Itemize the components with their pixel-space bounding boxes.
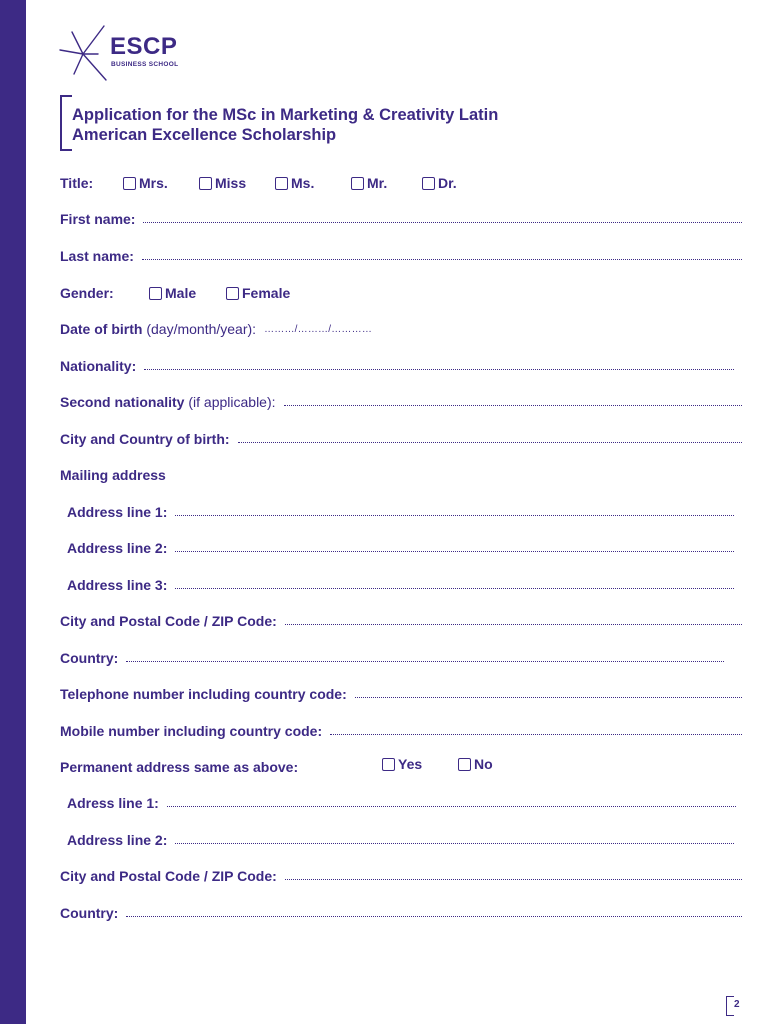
checkbox[interactable]	[458, 758, 471, 771]
country-label: Country:	[60, 650, 119, 666]
second-nationality-label: Second nationality	[60, 394, 185, 410]
permanent-no-option[interactable]: No	[458, 756, 493, 772]
perm-address-line-1-input[interactable]	[167, 806, 736, 807]
checkbox[interactable]	[149, 287, 162, 300]
nationality-label: Nationality:	[60, 358, 137, 374]
last-name-input[interactable]	[142, 259, 742, 260]
dob-input[interactable]: ………/………/…………	[264, 323, 373, 335]
logo-subtitle: BUSINESS SCHOOL	[111, 61, 179, 68]
escp-logo	[58, 24, 198, 84]
perm-address-line-2-input[interactable]	[175, 843, 734, 844]
title-option-mrs[interactable]: Mrs.	[123, 175, 199, 191]
address-line-1-input[interactable]	[175, 515, 734, 516]
city-postal-input[interactable]	[285, 624, 742, 625]
gender-row	[60, 282, 742, 304]
city-postal-field	[60, 610, 742, 632]
checkbox[interactable]	[226, 287, 239, 300]
mailing-address-heading	[60, 464, 742, 486]
mobile-field	[60, 720, 742, 742]
title-option-dr[interactable]: Dr.	[422, 175, 457, 191]
city-country-birth-label: City and Country of birth:	[60, 431, 230, 447]
title-row	[60, 172, 742, 194]
telephone-input[interactable]	[355, 697, 742, 698]
perm-city-postal-input[interactable]	[285, 879, 742, 880]
address-line-3-label: Address line 3:	[67, 577, 168, 593]
side-bar	[0, 0, 26, 1024]
address-line-2-field	[67, 537, 742, 559]
checkbox[interactable]	[382, 758, 395, 771]
address-line-2-label: Address line 2:	[67, 540, 168, 556]
address-line-2-input[interactable]	[175, 551, 734, 552]
perm-address-line-1-field	[67, 792, 742, 814]
mobile-input[interactable]	[330, 734, 742, 735]
telephone-label: Telephone number including country code:	[60, 686, 347, 702]
perm-country-label: Country:	[60, 905, 119, 921]
nationality-input[interactable]	[144, 369, 734, 370]
address-line-1-label: Address line 1:	[67, 504, 168, 520]
checkbox[interactable]	[199, 177, 212, 190]
page-number: 2	[734, 999, 740, 1010]
second-nationality-input[interactable]	[284, 405, 742, 406]
gender-option-male[interactable]: Male	[149, 285, 226, 301]
city-postal-label: City and Postal Code / ZIP Code:	[60, 613, 277, 629]
perm-country-input[interactable]	[126, 916, 742, 917]
city-country-birth-input[interactable]	[238, 442, 742, 443]
address-line-1-field	[67, 501, 742, 523]
perm-country-field	[60, 902, 742, 924]
country-field	[60, 647, 742, 669]
perm-address-line-2-label: Address line 2:	[67, 832, 168, 848]
page-title-line-2: American Excellence Scholarship	[72, 126, 337, 144]
perm-address-line-2-field	[67, 829, 742, 851]
title-option-ms[interactable]: Ms.	[275, 175, 351, 191]
dob-note: (day/month/year):	[146, 321, 257, 337]
mobile-label: Mobile number including country code:	[60, 723, 323, 739]
nationality-field	[60, 355, 742, 377]
last-name-field	[60, 245, 742, 267]
title-label: Title:	[60, 175, 94, 191]
logo-wordmark: ESCP	[110, 33, 178, 60]
page-number-bracket	[726, 996, 734, 1016]
page-title	[72, 105, 498, 145]
country-input[interactable]	[126, 661, 724, 662]
city-country-birth-field	[60, 428, 742, 450]
gender-option-female[interactable]: Female	[226, 285, 290, 301]
perm-city-postal-label: City and Postal Code / ZIP Code:	[60, 868, 277, 884]
mailing-address-label: Mailing address	[60, 467, 166, 483]
second-nationality-field	[60, 391, 742, 413]
permanent-address-label: Permanent address same as above:	[60, 759, 299, 775]
page-title-line-1: Application for the MSc in Marketing & Creativity Latin	[72, 106, 499, 124]
date-of-birth-field	[60, 318, 742, 340]
first-name-label: First name:	[60, 211, 136, 227]
first-name-field	[60, 208, 742, 230]
address-line-3-field	[67, 574, 742, 596]
gender-label: Gender:	[60, 285, 114, 301]
last-name-label: Last name:	[60, 248, 134, 264]
star-burst-icon	[58, 24, 108, 84]
first-name-input[interactable]	[143, 222, 742, 223]
second-nationality-note: (if applicable):	[188, 394, 276, 410]
title-option-miss[interactable]: Miss	[199, 175, 275, 191]
perm-city-postal-field	[60, 865, 742, 887]
checkbox[interactable]	[123, 177, 136, 190]
title-bracket	[60, 95, 72, 151]
title-option-mr[interactable]: Mr.	[351, 175, 422, 191]
perm-address-line-1-label: Adress line 1:	[67, 795, 159, 811]
checkbox[interactable]	[351, 177, 364, 190]
checkbox[interactable]	[275, 177, 288, 190]
dob-label: Date of birth	[60, 321, 143, 337]
telephone-field	[60, 683, 742, 705]
permanent-address-row	[60, 756, 742, 778]
permanent-yes-option[interactable]: Yes	[382, 756, 458, 772]
address-line-3-input[interactable]	[175, 588, 734, 589]
checkbox[interactable]	[422, 177, 435, 190]
